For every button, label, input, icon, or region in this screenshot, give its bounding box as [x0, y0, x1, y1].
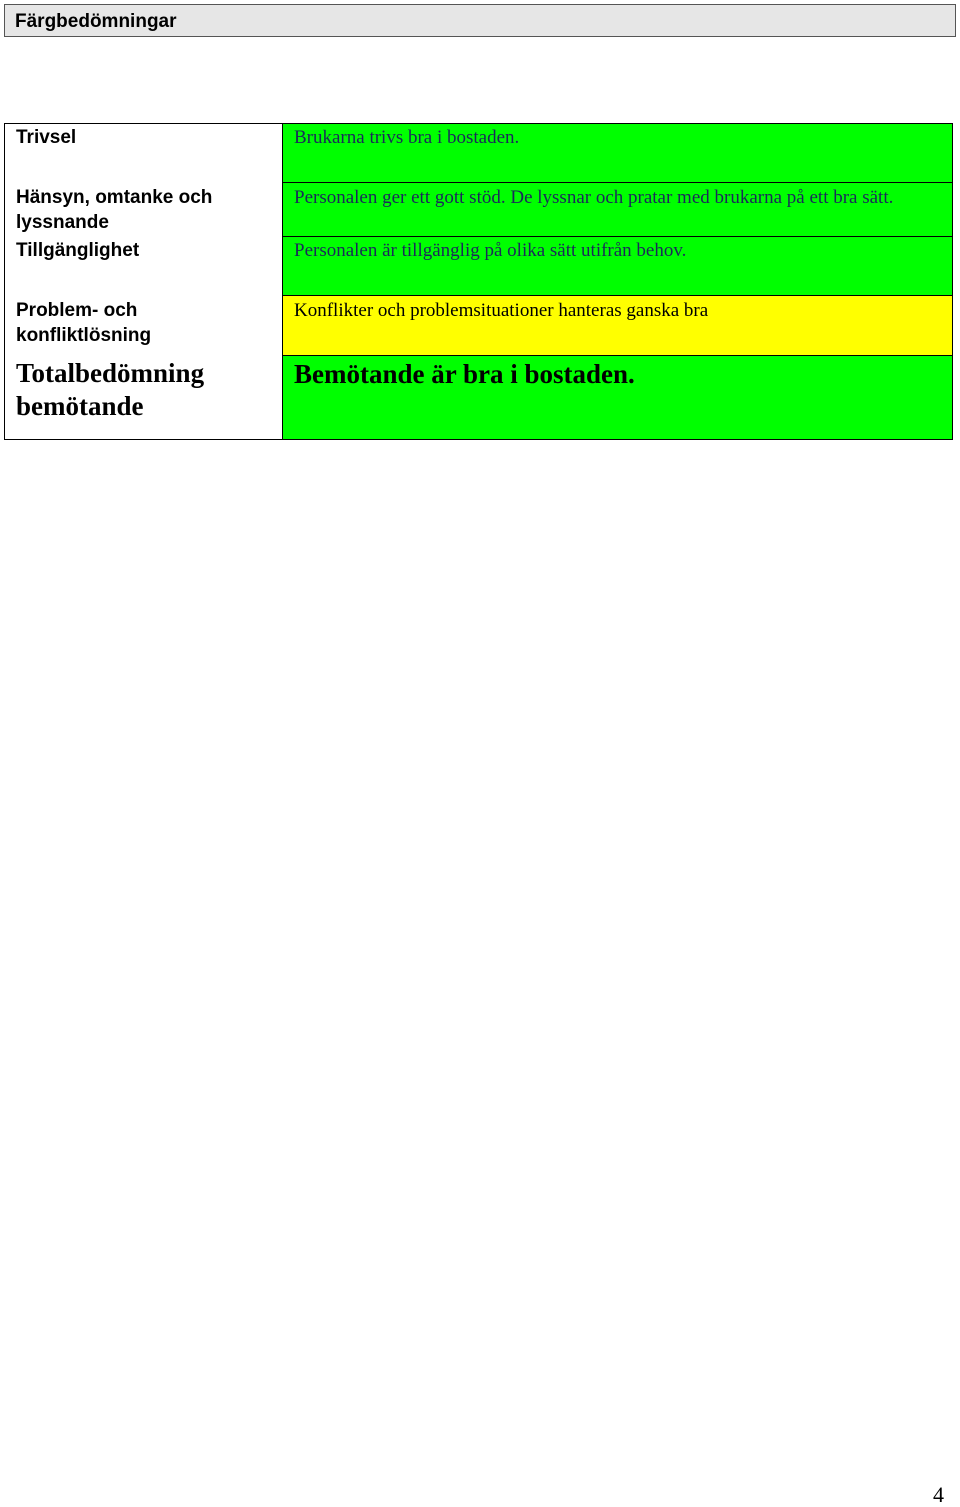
row-label-totalbedomning: Totalbedömning bemötande	[16, 358, 205, 421]
value-text-problem: Konflikter och problemsituationer hanteras ganska bra	[294, 300, 709, 321]
value-text-hansyn: Personalen ger ett gott stöd. De lyssnar och pratar med brukarna på ett bra sätt.	[294, 187, 894, 208]
label-column	[5, 124, 283, 439]
row-label-tillganglighet: Tillgänglighet	[16, 240, 140, 261]
row-label-problem: Problem- och konfliktlösning	[16, 300, 152, 346]
section-heading-text: Färgbedömningar	[15, 11, 177, 32]
value-cell-trivsel	[283, 124, 952, 183]
value-text-tillganglighet: Personalen är tillgänglig på olika sätt utifrån behov.	[294, 240, 687, 261]
value-cell-hansyn	[283, 183, 952, 237]
row-label-hansyn: Hänsyn, omtanke och lyssnande	[16, 187, 213, 233]
value-cell-tillganglighet	[283, 237, 952, 296]
value-cell-totalbedomning	[283, 356, 952, 439]
assessment-table	[4, 123, 953, 440]
value-text-trivsel: Brukarna trivs bra i bostaden.	[294, 127, 520, 148]
value-text-totalbedomning: Bemötande är bra i bostaden.	[294, 359, 635, 389]
value-cell-problem	[283, 296, 952, 356]
section-heading	[4, 4, 956, 37]
page-number: 4	[933, 1482, 944, 1507]
row-label-trivsel: Trivsel	[16, 127, 77, 148]
